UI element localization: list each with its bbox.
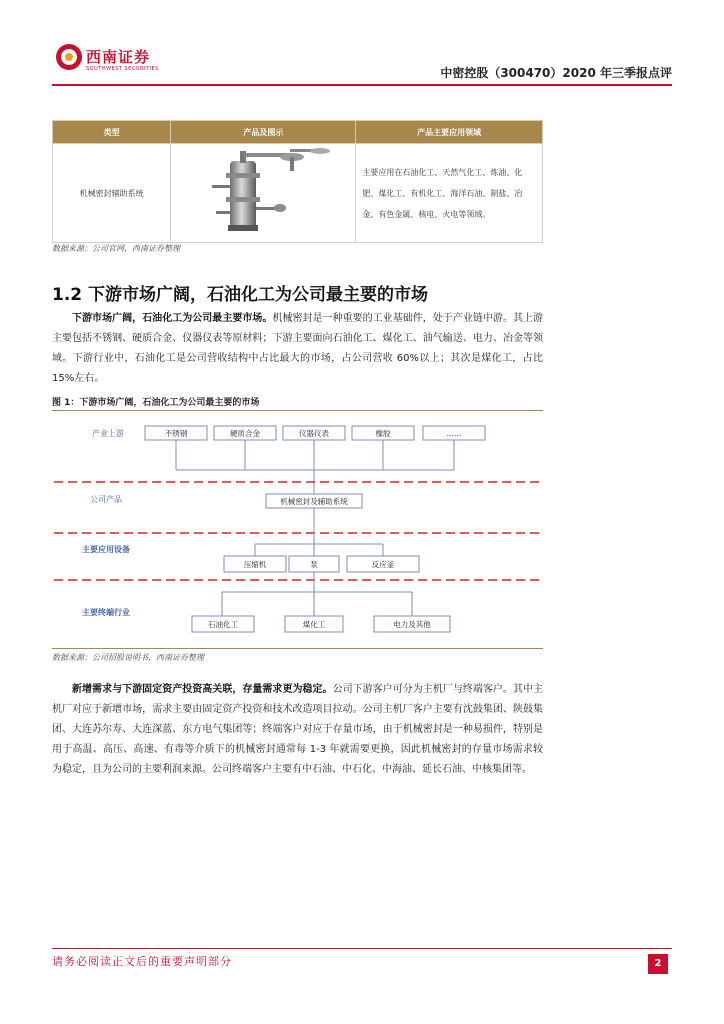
logo-subtext: SOUTHWEST SECURITIES: [86, 66, 159, 72]
header-divider: [52, 84, 672, 86]
label-upstream: 产业上游: [92, 429, 124, 438]
upstream-item: 不锈钢: [164, 429, 188, 438]
equipment-item: 反应釜: [371, 560, 395, 569]
equipment-item: 泵: [310, 560, 318, 569]
page-number: 2: [648, 954, 668, 974]
footer-disclaimer: 请务必阅读正文后的重要声明部分: [52, 955, 232, 968]
cell-product-image: [171, 144, 356, 243]
logo-text: 西南证券: [86, 48, 151, 66]
table-header-type: 类型: [53, 121, 171, 144]
equipment-boxes: [224, 556, 419, 572]
industry-connectors: [222, 572, 412, 616]
footer-divider: [52, 948, 672, 949]
logo-icon: [56, 44, 82, 70]
label-end-industry: 主要终端行业: [82, 608, 130, 617]
table-header-row: [53, 121, 543, 144]
upstream-boxes: [145, 426, 485, 440]
equipment-connectors: [255, 508, 383, 556]
company-product: 机械密封及辅助系统: [280, 497, 348, 506]
paragraph-1-lead: 下游市场广阔，石油化工为公司最主要市场。: [72, 313, 273, 324]
table-header-application: 产品主要应用领域: [356, 121, 543, 144]
industry-item: 煤化工: [302, 620, 326, 629]
equipment-item: 压缩机: [243, 560, 267, 569]
paragraph-1: [52, 309, 543, 389]
figure-title: 图 1：下游市场广阔，石油化工为公司最主要的市场: [52, 398, 260, 408]
table-row: [53, 144, 543, 243]
industry-chain-diagram: [52, 412, 543, 648]
upstream-item: 橡胶: [375, 429, 391, 438]
paragraph-2-lead: 新增需求与下游固定资产投资高关联，存量需求更为稳定。: [72, 684, 333, 695]
figure-bottom-rule: [52, 648, 543, 649]
cell-type: 机械密封辅助系统: [53, 144, 171, 243]
table-header-product: 产品及图示: [171, 121, 356, 144]
upstream-connectors: [176, 440, 454, 494]
report-title: 中密控股（300470）2020 年三季报点评: [440, 66, 672, 80]
paragraph-2-body: 公司下游客户可分为主机厂与终端客户。其中主机厂对应于新增市场，需求主要由固定资产投资和技术改造项目拉动。公司主机厂客户主要有沈鼓集团、陕鼓集团、大连苏尔寿、大连深蓝、东方电气集团等；终端客户对应于存量市场，由于机械密封是一种易损件，特别是用于高温、高压、高速、有毒等介质下的机械密封通常每 1-3 年就需要更换，因此机械密封的存量市场需求较为稳定，且为公司的主要利润来源。公司终端客户主要有中石油、中石化、中海油、延长石油、中核集团等。: [52, 684, 544, 775]
industry-boxes: [192, 616, 450, 632]
label-company-product: 公司产品: [90, 495, 122, 504]
seal-system-image: [172, 145, 354, 239]
label-equipment: 主要应用设备: [82, 545, 130, 554]
table-source: 数据来源：公司官网，西南证券整理: [52, 244, 180, 253]
product-table: [52, 120, 543, 243]
cell-application: 主要应用在石油化工、天然气化工、炼油、化肥、煤化工、有机化工、海洋石油、制盐、冶金、有色金属、核电、火电等领域。: [356, 144, 543, 243]
paragraph-1-body: 机械密封是一种重要的工业基础件，处于产业链中游。其上游主要包括不锈钢、硬质合金、仪器仪表等原材料；下游主要面向石油化工、煤化工、油气输送、电力、冶金等领域。下游行业中，石油化工是公司营收结构中占比最大的市场，占公司营收 60%以上；其次是煤化工，占比 15%左右。: [52, 313, 544, 384]
upstream-item: 仪器仪表: [299, 429, 329, 438]
upstream-item: 硬质合金: [230, 429, 260, 438]
section-heading: 1.2 下游市场广阔，石油化工为公司最主要的市场: [52, 285, 429, 305]
paragraph-2: [52, 680, 543, 780]
industry-item: 石油化工: [208, 620, 238, 629]
industry-item: 电力及其他: [393, 620, 431, 629]
figure-source: 数据来源：公司招股说明书，西南证券整理: [52, 653, 204, 662]
figure-top-rule: [52, 410, 543, 411]
upstream-item: ……: [446, 429, 462, 438]
